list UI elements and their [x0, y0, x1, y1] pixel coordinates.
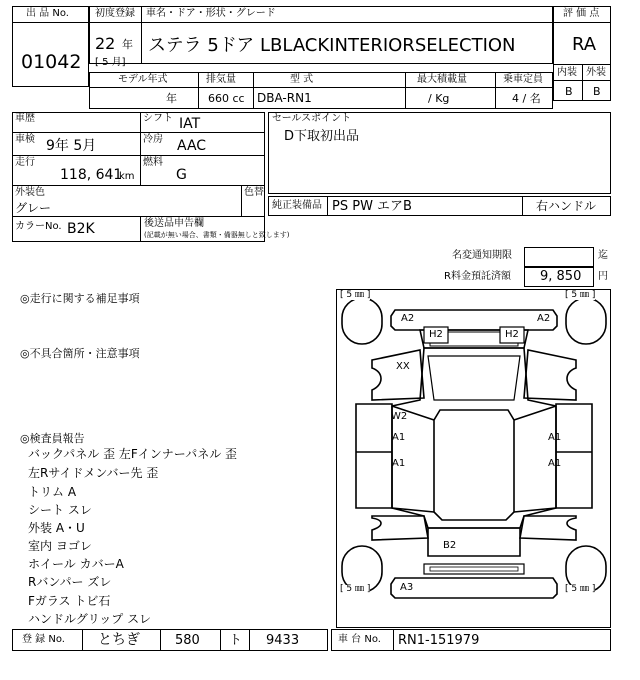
mark-bumper-rear: A3	[400, 582, 414, 593]
model-year-unit: 年	[166, 92, 177, 105]
ext-color-value: グレー	[15, 201, 52, 215]
notice-label: 名変通知期限	[452, 250, 512, 261]
ac-label: 冷房	[143, 134, 163, 145]
report-line: ハンドルグリップ スレ	[28, 612, 152, 626]
mark-bumper-front-left: A2	[401, 313, 415, 324]
registration-region: とちぎ	[98, 632, 140, 648]
exterior-label: 外装	[586, 67, 606, 78]
tire-front-right	[566, 298, 606, 344]
report-line: ホイール カバーA	[28, 557, 124, 571]
windshield-inner	[428, 356, 520, 400]
rear-fender-left	[372, 516, 428, 540]
car-name: ステラ 5ドア LBLACKINTERIORSELECTION	[148, 35, 516, 56]
type-label: 型 式	[290, 74, 314, 85]
registration-kana: ト	[229, 633, 243, 648]
max-load-label: 最大積載量	[417, 74, 467, 85]
aftermarket-label: 後送品申告欄	[144, 218, 204, 229]
chassis-value: RN1-151979	[398, 633, 480, 648]
inspection-value: 9年 5月	[46, 138, 97, 154]
sales-point-value: D下取初出品	[284, 129, 360, 144]
report-line: 室内 ヨゴレ	[28, 539, 92, 553]
doors-left	[356, 404, 392, 508]
displacement-label: 排気量	[206, 74, 236, 85]
lot-number-label: 出 品 No.	[26, 8, 69, 19]
aftermarket-note: (記載が無い場合、書類・備器無しと致します)	[144, 231, 290, 239]
front-fender-left	[372, 350, 424, 400]
first-reg-year: 22	[95, 34, 116, 53]
handle-value: 右ハンドル	[536, 199, 597, 213]
exterior-score: B	[593, 85, 601, 98]
rear-fender-right	[520, 516, 576, 540]
registration-label: 登 録 No.	[22, 634, 65, 645]
registration-class: 580	[175, 633, 200, 648]
mileage-label: 走行	[15, 157, 35, 168]
mark-fender-left: XX	[396, 361, 410, 372]
mileage-value: 118, 641	[60, 167, 123, 183]
mark-door-front-right: A1	[548, 432, 562, 443]
mark-bumper-front-right: A2	[537, 313, 551, 324]
report-line: Rバンパー ズレ	[28, 575, 112, 589]
mark-glass-left: H2	[429, 329, 443, 340]
report-line: 左Rサイドメンバー先 歪	[28, 466, 159, 480]
mark-door-front-left: A1	[392, 432, 406, 443]
ext-color-label: 外装色	[15, 187, 45, 198]
first-reg-year-unit: 年	[122, 38, 133, 51]
color-no-value: B2K	[67, 221, 95, 237]
front-bumper	[391, 310, 557, 330]
mark-rear-panel: B2	[443, 540, 457, 551]
report-line: トリム A	[28, 485, 77, 499]
mark-door-rear-right: A1	[548, 458, 562, 469]
max-load-value: / Kg	[428, 92, 450, 105]
tire-front-left	[342, 298, 382, 344]
fuel-label: 燃料	[143, 157, 163, 168]
displacement-value: 660 cc	[208, 92, 245, 105]
history-label: 車歴	[15, 113, 35, 124]
mark-door-front-left-w: W2	[391, 411, 408, 422]
chassis-label: 車 台 No.	[338, 634, 381, 645]
notice-unit: 迄	[598, 250, 608, 261]
rear-panel	[428, 528, 520, 556]
driving-notes-label: ◎走行に関する補足事項	[20, 292, 140, 305]
tire-depth-front-left: [ 5 ㎜ ]	[340, 290, 371, 300]
lot-number: 01042	[21, 51, 82, 73]
recycle-value: 9, 850	[540, 269, 582, 284]
recycle-label: R料金預託済額	[444, 271, 511, 282]
car-name-label: 車名・ドア・形状・グレード	[146, 8, 276, 19]
inspection-label: 車検	[15, 134, 35, 145]
score-label: 評 価 点	[563, 8, 600, 19]
registration-number: 9433	[266, 633, 300, 648]
sales-point-label: セールスポイント	[272, 113, 352, 124]
report-line: バックパネル 歪 左Fインナーパネル 歪	[28, 447, 238, 461]
roof	[434, 410, 514, 520]
report-line: 外装 A・U	[28, 521, 85, 535]
shift-label: シフト	[143, 113, 173, 124]
tire-depth-front-right: [ 5 ㎜ ]	[565, 290, 596, 300]
color-no-label: カラーNo.	[15, 221, 62, 232]
model-year-label: モデル年式	[118, 74, 168, 85]
rear-garnish	[424, 564, 524, 574]
score-value: RA	[572, 34, 597, 55]
mark-door-rear-left: A1	[392, 458, 406, 469]
shift-value: IAT	[179, 116, 201, 132]
report-line: シート スレ	[28, 503, 92, 517]
mark-glass-right: H2	[505, 329, 519, 340]
tire-depth-rear-right: [ 5 ㎜ ]	[565, 584, 596, 594]
type-value: DBA-RN1	[257, 91, 312, 105]
capacity-value: 4 / 名	[512, 92, 541, 105]
interior-label: 内装	[557, 67, 577, 78]
tire-depth-rear-left: [ 5 ㎜ ]	[340, 584, 371, 594]
front-fender-right	[524, 350, 576, 400]
cabin-outline	[392, 348, 556, 528]
equipment-label: 純正装備品	[272, 200, 322, 211]
equipment-value: PS PW エアB	[332, 199, 412, 214]
defect-notes-label: ◎不具合箇所・注意事項	[20, 347, 140, 360]
fuel-value: G	[176, 167, 187, 183]
recycle-unit: 円	[598, 271, 608, 282]
doors-right	[556, 404, 592, 508]
capacity-label: 乗車定員	[503, 74, 543, 85]
interior-score: B	[565, 85, 573, 98]
first-reg-month: [ 5 月]	[95, 57, 126, 68]
ac-value: AAC	[177, 138, 207, 154]
repaint-label: 色替	[244, 187, 264, 198]
inspector-report-label: ◎検査員報告	[20, 432, 85, 445]
mileage-unit: km	[119, 171, 135, 182]
rear-bumper	[391, 578, 557, 598]
report-line: Fガラス トビ石	[28, 594, 111, 608]
first-reg-label: 初度登録	[95, 8, 135, 19]
